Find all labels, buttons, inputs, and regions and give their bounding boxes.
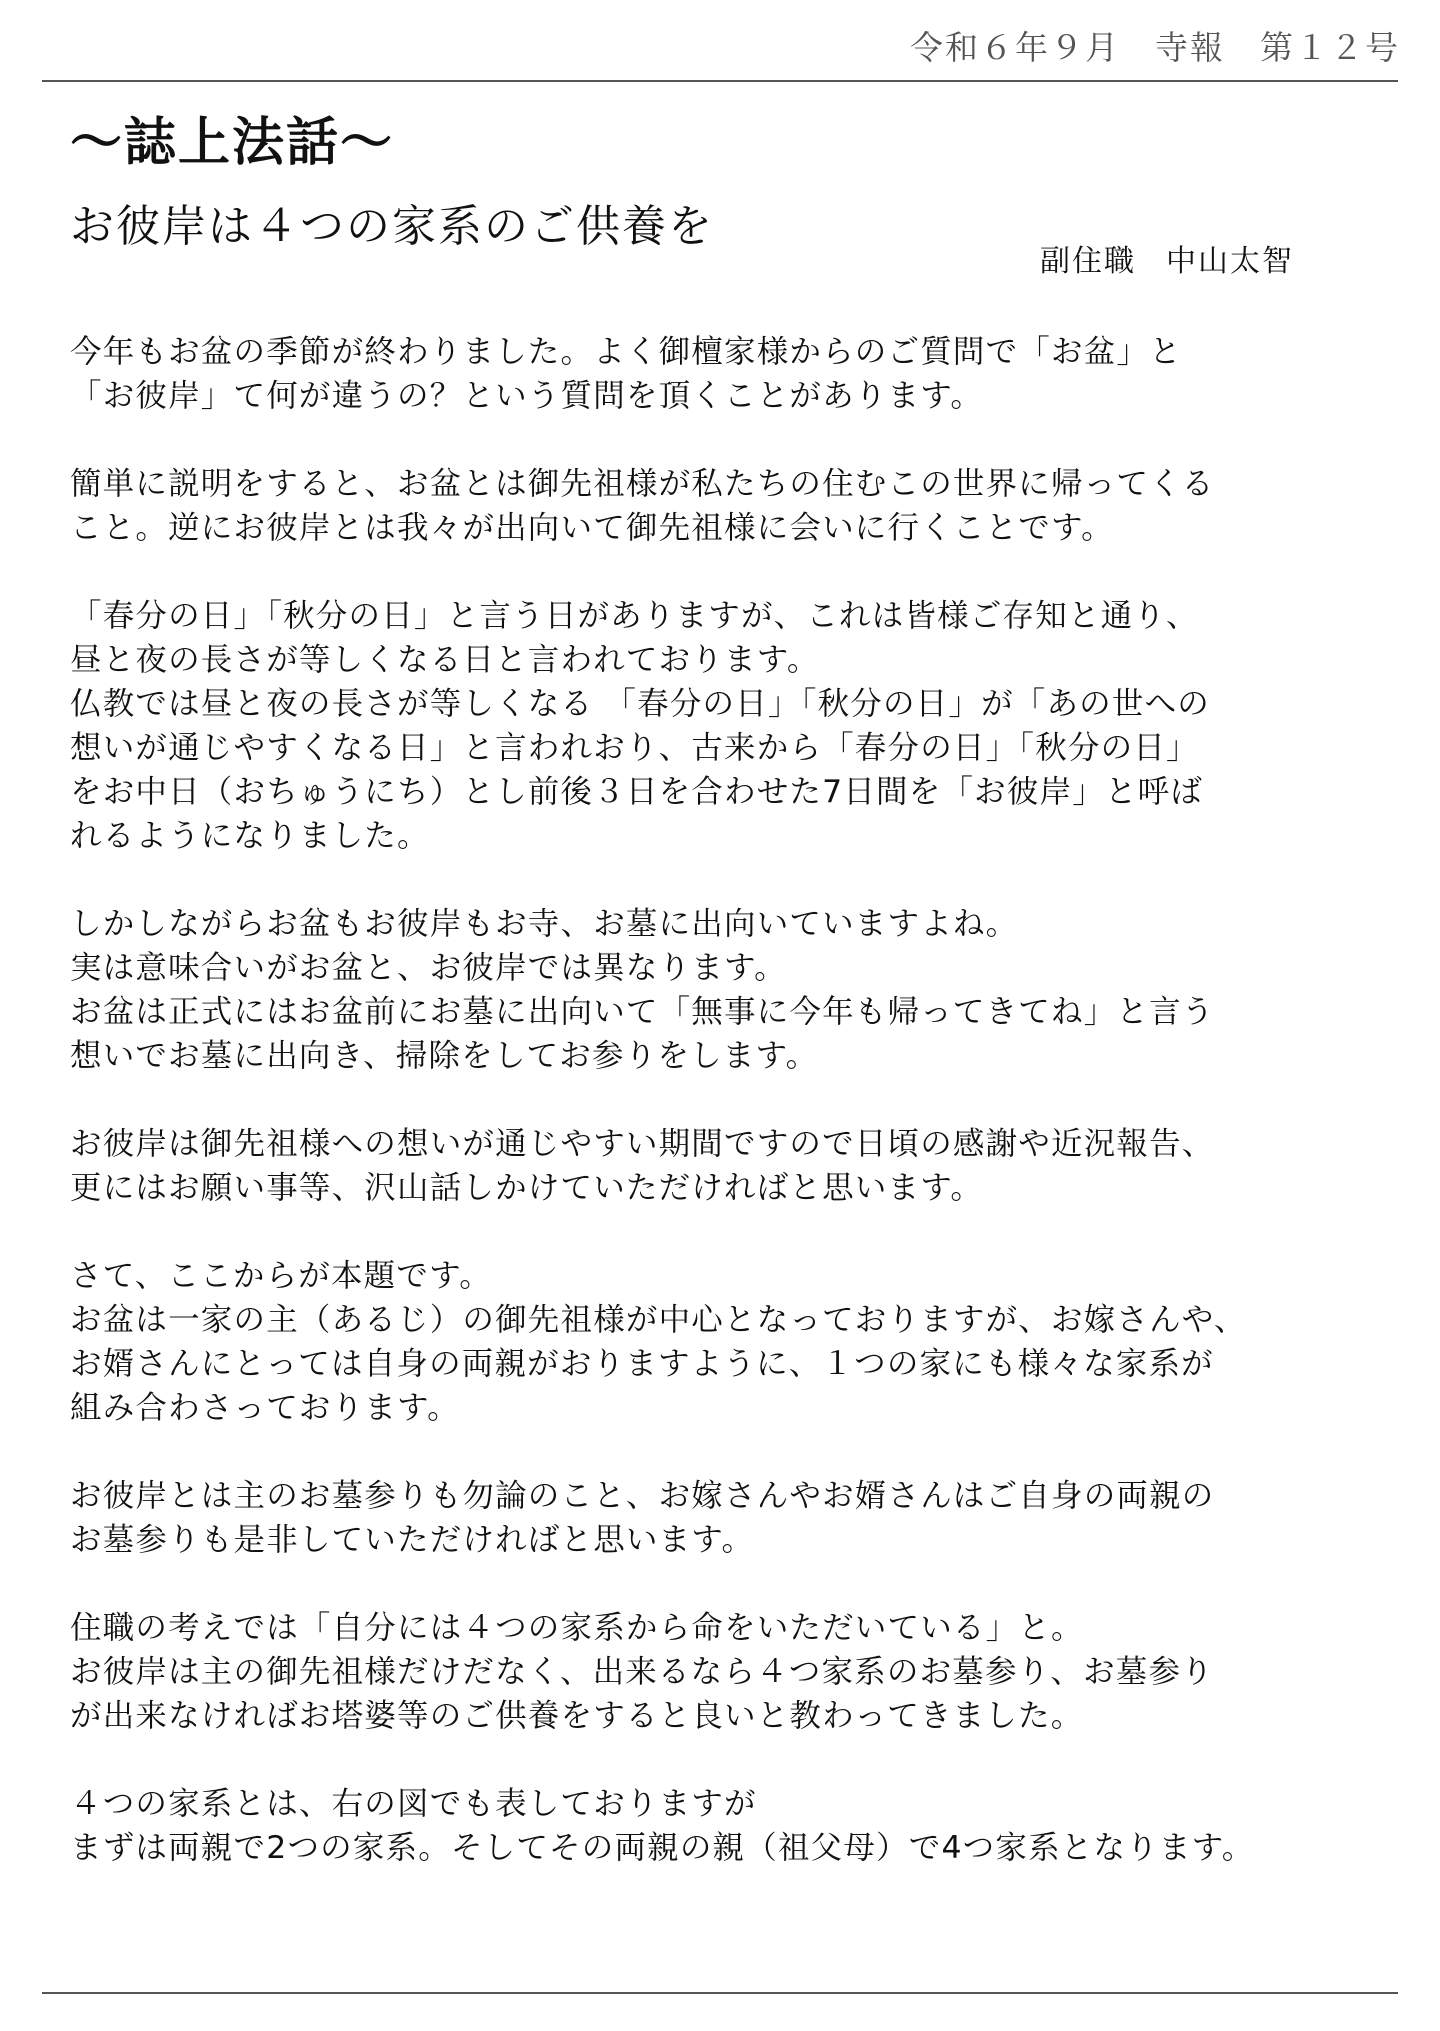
text-line: 簡単に説明をすると、お盆とは御先祖様が私たちの住むこの世界に帰ってくる [70, 466, 1215, 502]
paragraph [70, 330, 1400, 418]
article-title: お彼岸は４つの家系のご供養を [70, 201, 714, 252]
text-line: をお中日（おちゅうにち）とし前後３日を合わせた7日間を「お彼岸」と呼ば [70, 774, 1204, 810]
paragraph [70, 1122, 1400, 1210]
article-body [70, 330, 1400, 1914]
text-line: 「春分の日」「秋分の日」と言う日がありますが、これは皆様ご存知と通り、 [70, 598, 1199, 634]
header-divider [42, 80, 1398, 82]
text-line: お盆は一家の主（あるじ）の御先祖様が中心となっておりますが、お嫁さんや、 [70, 1302, 1247, 1338]
text-line: お彼岸は御先祖様への想いが通じやすい期間ですので日頃の感謝や近況報告、 [70, 1126, 1215, 1162]
text-line: さて、ここからが本題です。 [70, 1258, 492, 1294]
text-line: お墓参りも是非していただければと思います。 [70, 1522, 755, 1558]
paragraph [70, 1782, 1400, 1870]
paragraph [70, 1606, 1400, 1738]
series-title: ～誌上法話～ [70, 113, 395, 173]
text-line: お盆は正式にはお盆前にお墓に出向いて「無事に今年も帰ってきてね」と言う [70, 994, 1215, 1030]
text-line: 実は意味合いがお盆と、お彼岸では異なります。 [70, 950, 787, 986]
text-line: お彼岸は主の御先祖様だけだなく、出来るなら４つ家系のお墓参り、お墓参り [70, 1654, 1214, 1690]
text-line: まずは両親で2つの家系。そしてその両親の親（祖父母）で4つ家系となります。 [70, 1830, 1255, 1866]
text-line: 想いでお墓に出向き、掃除をしてお参りをします。 [70, 1038, 819, 1074]
text-line: 仏教では昼と夜の長さが等しくなる 「春分の日」「秋分の日」が「あの世への [70, 686, 1210, 722]
text-line: 住職の考えでは「自分には４つの家系から命をいただいている」と。 [70, 1610, 1084, 1646]
paragraph [70, 1254, 1400, 1430]
paragraph [70, 902, 1400, 1078]
text-line: こと。逆にお彼岸とは我々が出向いて御先祖様に会いに行くことです。 [70, 510, 1114, 546]
text-line: しかしながらお盆もお彼岸もお寺、お墓に出向いていますよね。 [70, 906, 1019, 942]
text-line: 「お彼岸」て何が違うの？という質問を頂くことがあります。 [70, 378, 984, 414]
text-line: が出来なければお塔婆等のご供養をすると良いと教わってきました。 [70, 1698, 1084, 1734]
text-line: 今年もお盆の季節が終わりました。よく御檀家様からのご質問で「お盆」と [70, 334, 1182, 370]
issue-line: 令和６年９月 寺報 第１２号 [910, 28, 1400, 67]
paragraph [70, 1474, 1400, 1562]
text-line: お彼岸とは主のお墓参りも勿論のこと、お嫁さんやお婿さんはご自身の両親の [70, 1478, 1215, 1514]
paragraph [70, 462, 1400, 550]
text-line: れるようになりました。 [70, 818, 430, 854]
text-line: 更にはお願い事等、沢山話しかけていただければと思います。 [70, 1170, 984, 1206]
text-line: 昼と夜の長さが等しくなる日と言われております。 [70, 642, 820, 678]
paragraph [70, 594, 1400, 858]
text-line: 想いが通じやすくなる日」と言われおり、古来から「春分の日」「秋分の日」 [70, 730, 1199, 766]
author-byline [1040, 236, 1294, 280]
text-line: ４つの家系とは、右の図でも表しておりますが [70, 1786, 757, 1822]
author-name: 中山太智 [1166, 244, 1294, 279]
footer-divider [42, 1992, 1398, 1994]
author-role: 副住職 [1040, 244, 1136, 279]
text-line: お婿さんにとっては自身の両親がおりますように、１つの家にも様々な家系が [70, 1346, 1214, 1382]
text-line: 組み合わさっております。 [70, 1390, 460, 1426]
